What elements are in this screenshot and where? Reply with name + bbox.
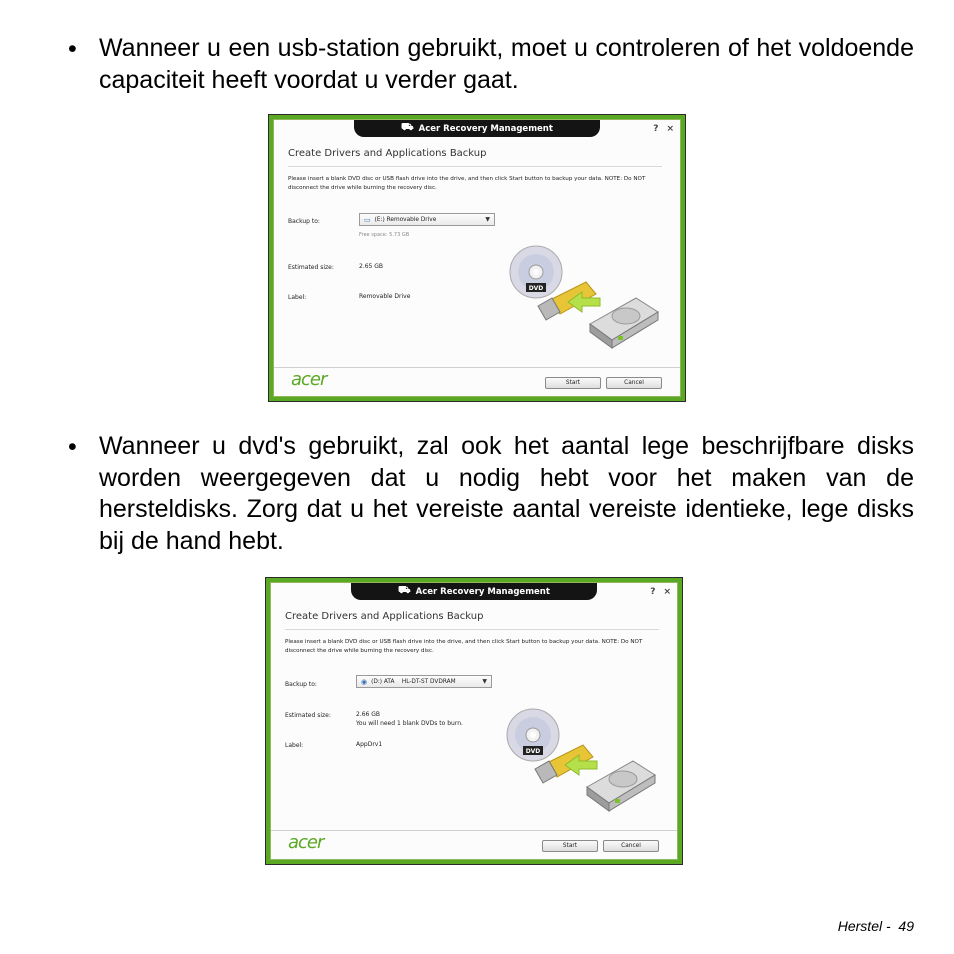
instructions-text: Please insert a blank DVD disc or USB flash drive into the drive, and then click Start button to backup your data. NOTE: Do NOT disconnect the drive while burning the recovery disc. (288, 176, 646, 191)
bullet-2: • (68, 433, 77, 461)
paragraph-usb: Wanneer u een usb-station gebruikt, moet u controleren of het voldoende capaciteit heeft voordat u verder gaat. (99, 34, 914, 94)
estimated-size-label: Estimated size: (285, 712, 331, 719)
page-footer: Herstel - 49 (837, 918, 914, 934)
dialog-titlebar (351, 583, 597, 600)
label-value: AppDrv1 (356, 741, 383, 748)
backup-to-label: Backup to: (285, 681, 317, 688)
backup-illustration (503, 705, 663, 815)
dvd-badge: DVD (525, 748, 541, 755)
help-icon[interactable]: ? (653, 124, 659, 134)
dialog-title: Acer Recovery Management (418, 123, 553, 134)
free-space-text: Free space: 5.73 GB (359, 232, 410, 238)
label-value: Removable Drive (359, 293, 411, 300)
backup-to-value: (E:) Removable Drive (374, 216, 437, 223)
estimated-size-note: You will need 1 blank DVDs to burn. (356, 720, 463, 727)
divider (285, 629, 659, 630)
dialog-titlebar (354, 120, 600, 137)
dialog-heading: Create Drivers and Applications Backup (288, 148, 487, 159)
acer-logo: acer (291, 369, 327, 390)
help-icon[interactable]: ? (650, 587, 656, 597)
dvd-badge: DVD (528, 285, 544, 292)
recovery-app-icon: ⛟ (398, 585, 411, 596)
estimated-size-value: 2.65 GB (359, 263, 384, 270)
label-label: Label: (285, 742, 304, 749)
window-controls (653, 124, 674, 134)
acer-logo: acer (288, 832, 324, 853)
chevron-down-icon: ▼ (485, 216, 490, 223)
backup-to-label: Backup to: (288, 218, 320, 225)
instructions-text: Please insert a blank DVD disc or USB flash drive into the drive, and then click Start button to backup your data. NOTE: Do NOT disconnect the drive while burning the recovery disc. (285, 639, 643, 654)
estimated-size-label: Estimated size: (288, 264, 334, 271)
dialog-body (273, 119, 681, 397)
paragraph-dvd: Wanneer u dvd's gebruikt, zal ook het aantal lege beschrijfbare disks worden weergegeven dat u nodig hebt voor het maken van de hersteldisks. Zorg dat u het vereiste aantal vereiste identieke, lege disks bij de hand hebt. (99, 432, 914, 555)
label-label: Label: (288, 294, 307, 301)
footer-divider (274, 367, 680, 368)
cancel-button[interactable]: Cancel (603, 840, 659, 852)
close-icon[interactable]: × (663, 587, 671, 597)
start-button[interactable]: Start (545, 377, 601, 389)
dvd-drive-icon: ◉ (361, 677, 368, 686)
cancel-button[interactable]: Cancel (606, 377, 662, 389)
close-icon[interactable]: × (666, 124, 674, 134)
chevron-down-icon: ▼ (482, 678, 487, 685)
dialog-body (270, 582, 678, 860)
dialog-screenshot-usb (268, 114, 686, 402)
removable-drive-icon: ▭ (364, 215, 371, 224)
dialog-screenshot-dvd (265, 577, 683, 865)
start-button[interactable]: Start (542, 840, 598, 852)
footer-divider (271, 830, 677, 831)
backup-illustration (506, 242, 666, 352)
estimated-size-value: 2.66 GB (356, 711, 381, 718)
backup-to-dropdown[interactable] (356, 675, 492, 688)
bullet-1: • (68, 35, 77, 63)
divider (288, 166, 662, 167)
dialog-heading: Create Drivers and Applications Backup (285, 611, 484, 622)
window-controls (650, 587, 671, 597)
backup-to-dropdown[interactable] (359, 213, 495, 226)
dialog-title: Acer Recovery Management (415, 586, 550, 597)
recovery-app-icon: ⛟ (401, 122, 414, 133)
backup-to-value: (D:) ATA HL-DT-ST DVDRAM (371, 678, 456, 685)
